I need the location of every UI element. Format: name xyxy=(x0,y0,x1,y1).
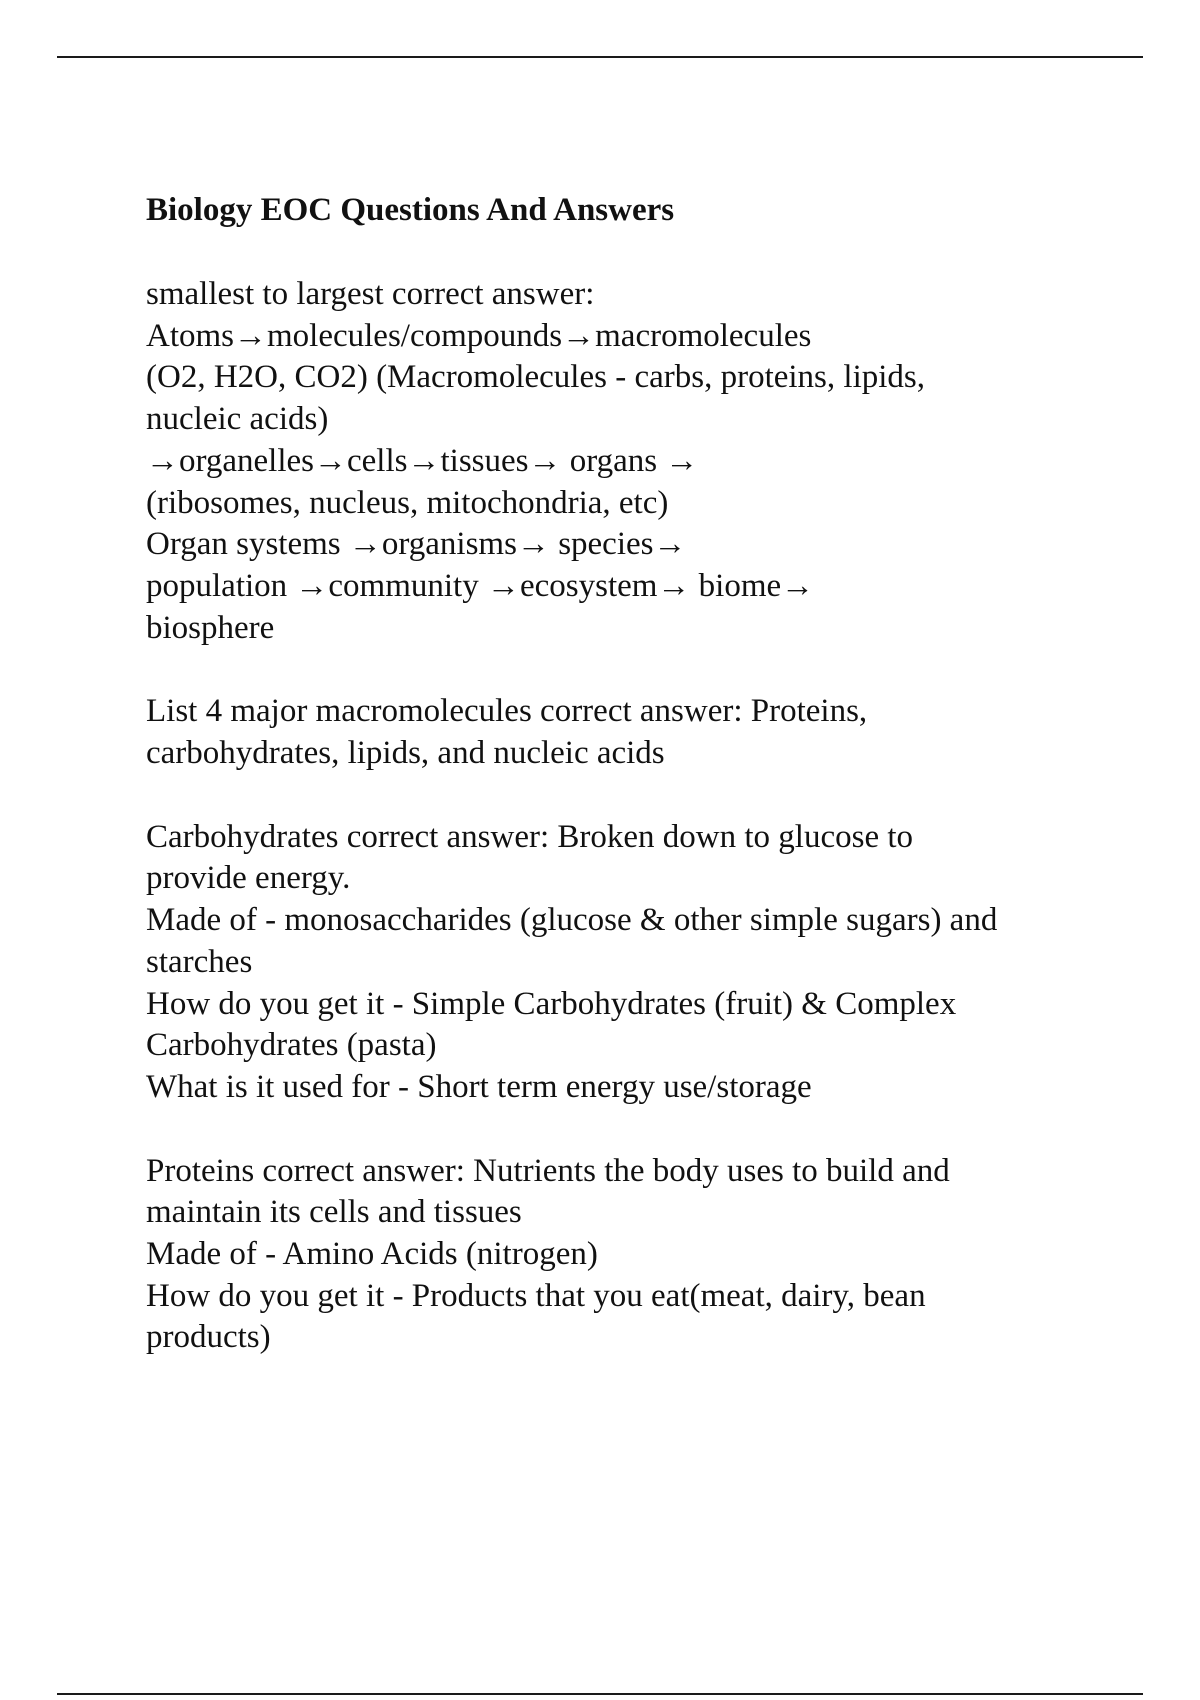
text-line: starches xyxy=(146,943,253,980)
text-line: biosphere xyxy=(146,609,275,646)
text-line: maintain its cells and tissues xyxy=(146,1194,522,1231)
text-line: Made of - monosaccharides (glucose & other simple sugars) and xyxy=(146,902,998,939)
text-line: Atoms→molecules/compounds→macromolecules xyxy=(146,317,812,354)
text-line: Made of - Amino Acids (nitrogen) xyxy=(146,1236,598,1273)
text-line: Organ systems →organisms→ species→ xyxy=(146,526,687,563)
text-line: smallest to largest correct answer: xyxy=(146,276,595,312)
text-line: provide energy. xyxy=(146,860,351,897)
text-line: Carbohydrates (pasta) xyxy=(146,1027,437,1064)
qa-macromolecules xyxy=(146,691,1106,774)
qa-levels-of-organization xyxy=(146,274,1106,649)
text-line: (ribosomes, nucleus, mitochondria, etc) xyxy=(146,484,669,521)
text-line: population →community →ecosystem→ biome→ xyxy=(146,567,815,604)
text-line: Carbohydrates correct answer: Broken down to glucose to xyxy=(146,818,914,855)
text-line: carbohydrates, lipids, and nucleic acids xyxy=(146,735,665,772)
footer-rule xyxy=(57,1693,1143,1695)
header-rule xyxy=(57,56,1143,58)
text-line: products) xyxy=(146,1319,271,1356)
text-line: Proteins correct answer: Nutrients the body uses to build and xyxy=(146,1152,950,1189)
text-line: nucleic acids) xyxy=(146,401,329,438)
document-body xyxy=(146,190,1106,1401)
text-line: (O2, H2O, CO2) (Macromolecules - carbs, proteins, lipids, xyxy=(146,359,925,396)
text-line: List 4 major macromolecules correct answer: Proteins, xyxy=(146,693,868,730)
text-line: →organelles→cells→tissues→ organs → xyxy=(146,442,699,479)
text-line: How do you get it - Simple Carbohydrates (fruit) & Complex xyxy=(146,985,957,1022)
text-line: How do you get it - Products that you eat(meat, dairy, bean xyxy=(146,1277,926,1314)
document-title: Biology EOC Questions And Answers xyxy=(146,192,675,228)
qa-carbohydrates xyxy=(146,817,1106,1109)
qa-proteins xyxy=(146,1151,1106,1360)
text-line: What is it used for - Short term energy use/storage xyxy=(146,1068,812,1105)
